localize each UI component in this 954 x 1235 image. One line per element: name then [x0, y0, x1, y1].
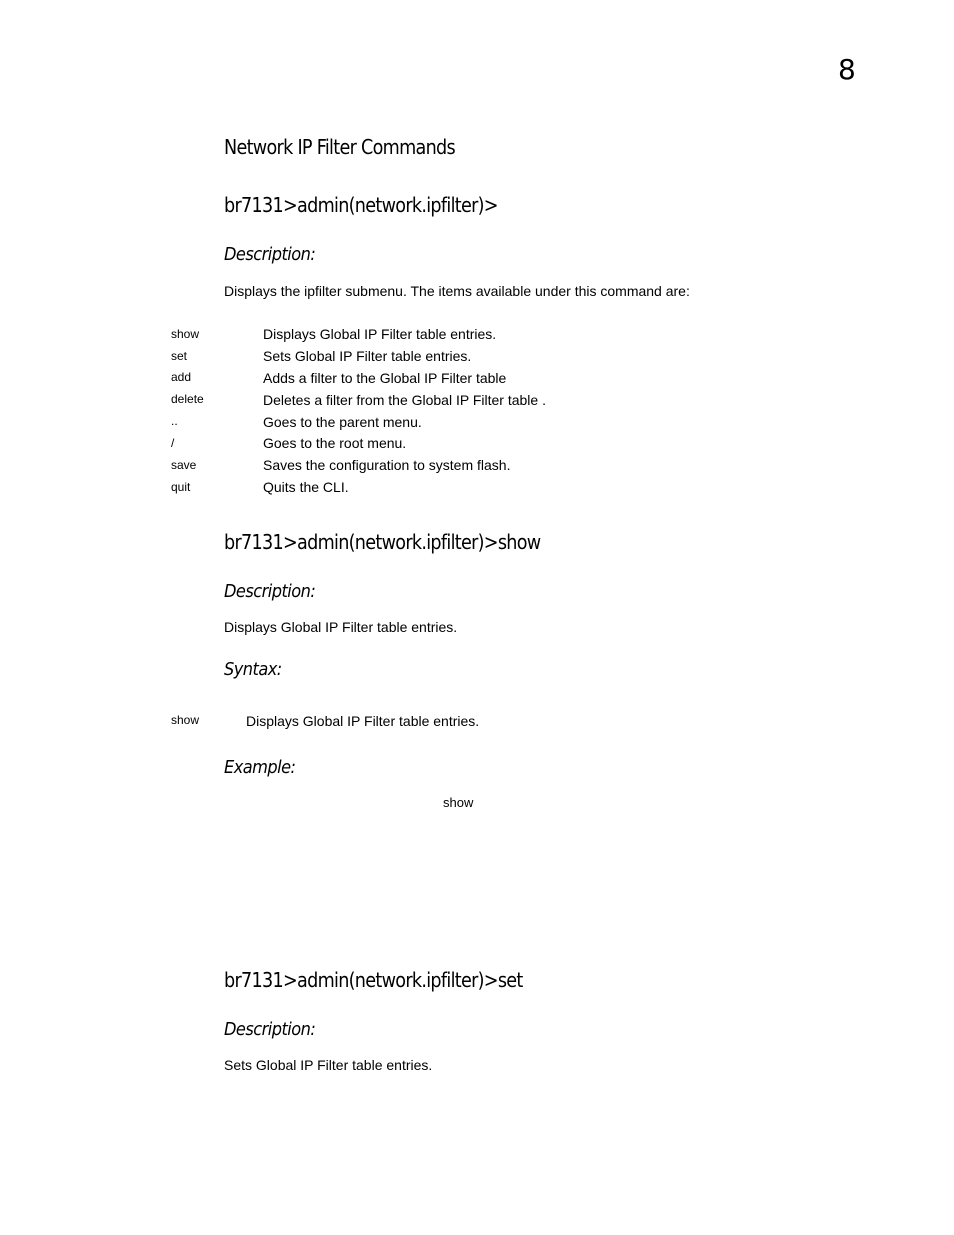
example-command: show	[443, 795, 474, 810]
show-example-label: Example:	[224, 757, 296, 778]
command-name: set	[171, 349, 188, 363]
command-name: delete	[171, 392, 204, 406]
command-name: show	[171, 327, 200, 341]
command-description: Goes to the root menu.	[263, 435, 407, 451]
command-description: Sets Global IP Filter table entries.	[263, 348, 472, 364]
syntax-command: show	[171, 713, 200, 727]
command-description: Deletes a filter from the Global IP Filter table .	[263, 392, 546, 408]
show-heading: br7131>admin(network.ipfilter)>show	[224, 530, 541, 554]
command-name: /	[171, 436, 175, 450]
command-description: Adds a filter to the Global IP Filter table	[263, 370, 507, 386]
command-description: Displays Global IP Filter table entries.	[263, 326, 497, 342]
show-description-label: Description:	[224, 581, 316, 602]
ipfilter-description: Displays the ipfilter submenu. The items available under this command are:	[224, 283, 690, 299]
ipfilter-heading: br7131>admin(network.ipfilter)>	[224, 193, 498, 217]
command-description: Saves the configuration to system flash.	[263, 457, 511, 473]
section-title: Network IP Filter Commands	[224, 135, 455, 159]
command-name: quit	[171, 480, 191, 494]
command-name: ..	[171, 414, 178, 428]
show-syntax-label: Syntax:	[224, 659, 282, 680]
show-description: Displays Global IP Filter table entries.	[224, 619, 458, 635]
set-heading: br7131>admin(network.ipfilter)>set	[224, 968, 523, 992]
ipfilter-description-label: Description:	[224, 244, 316, 265]
command-name: add	[171, 370, 192, 384]
command-description: Goes to the parent menu.	[263, 414, 422, 430]
command-description: Quits the CLI.	[263, 479, 349, 495]
set-description-label: Description:	[224, 1019, 316, 1040]
syntax-description: Displays Global IP Filter table entries.	[246, 713, 480, 729]
chapter-number: 8	[838, 53, 856, 86]
set-description: Sets Global IP Filter table entries.	[224, 1057, 433, 1073]
command-name: save	[171, 458, 197, 472]
